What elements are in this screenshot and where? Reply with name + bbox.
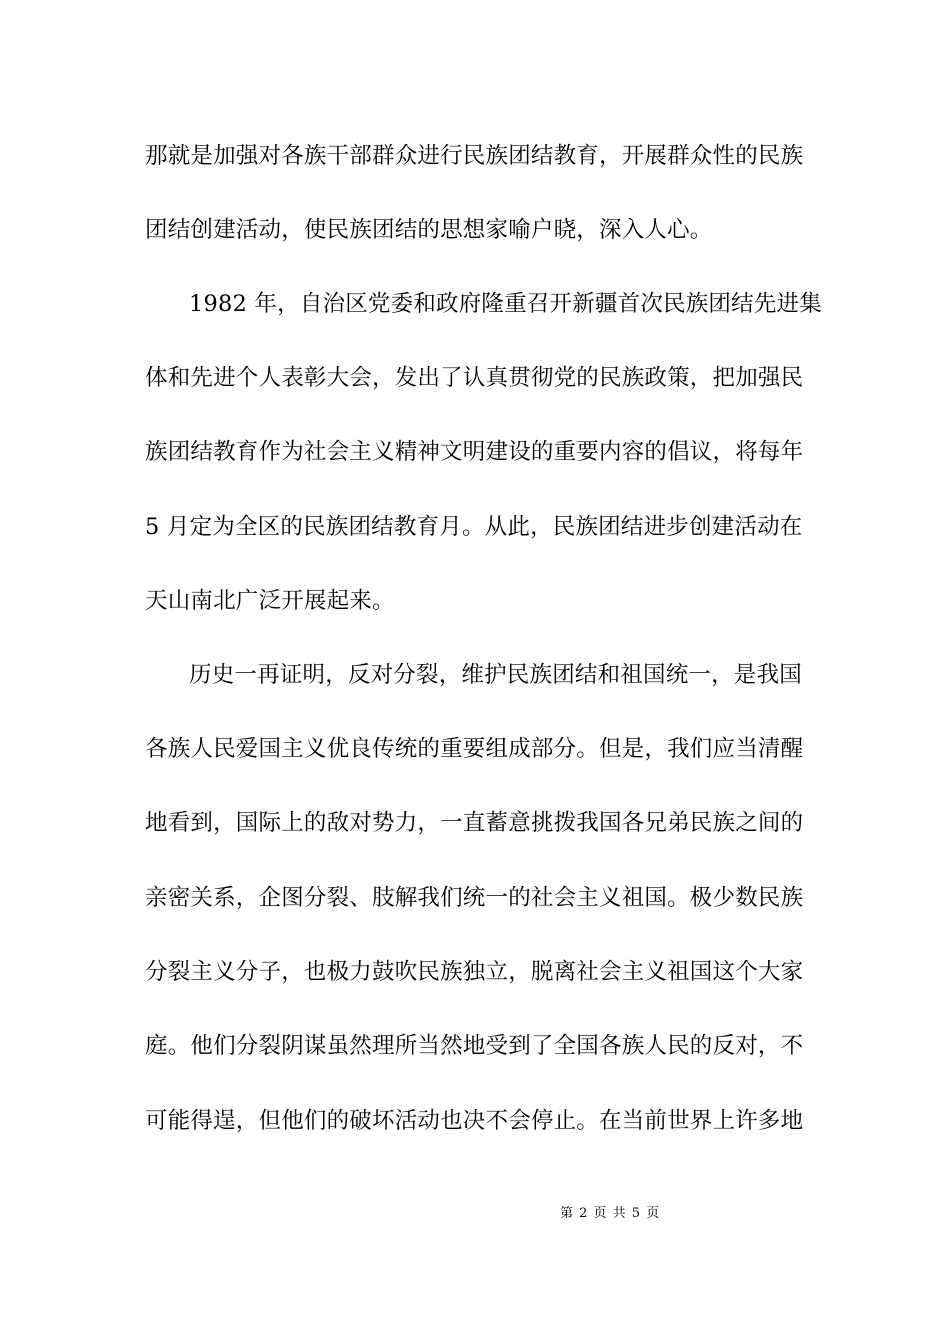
text-line-9: 各族人民爱国主义优良传统的重要组成部分。但是，我们应当清醒	[145, 736, 804, 762]
text-line-7: 天山南北广泛开展起来。	[145, 588, 395, 614]
text-line-12: 分裂主义分子，也极力鼓吹民族独立，脱离社会主义祖国这个大家	[145, 959, 804, 985]
text-line-10: 地看到，国际上的敌对势力，一直蓄意挑拨我国各兄弟民族之间的	[145, 810, 804, 836]
text-line-6: 5 月定为全区的民族团结教育月。从此，民族团结进步创建活动在	[145, 514, 803, 540]
text-line-2: 团结创建活动，使民族团结的思想家喻户晓，深入人心。	[145, 217, 713, 243]
text-line-1: 那就是加强对各族干部群众进行民族团结教育，开展群众性的民族	[145, 143, 804, 169]
text-line-3: 1982 年，自治区党委和政府隆重召开新疆首次民族团结先进集	[189, 291, 822, 317]
text-line-13: 庭。他们分裂阴谋虽然理所当然地受到了全国各族人民的反对，不	[145, 1033, 804, 1059]
text-line-8: 历史一再证明，反对分裂，维护民族团结和祖国统一，是我国	[189, 662, 802, 688]
text-line-14: 可能得逞，但他们的破坏活动也决不会停止。在当前世界上许多地	[145, 1108, 804, 1134]
text-line-5: 族团结教育作为社会主义精神文明建设的重要内容的倡议，将每年	[145, 439, 804, 465]
text-line-4: 体和先进个人表彰大会，发出了认真贯彻党的民族政策，把加强民	[145, 365, 804, 391]
text-line-11: 亲密关系，企图分裂、肢解我们统一的社会主义祖国。极少数民族	[145, 885, 804, 911]
page-number-footer: 第 2 页 共 5 页	[560, 1206, 660, 1221]
